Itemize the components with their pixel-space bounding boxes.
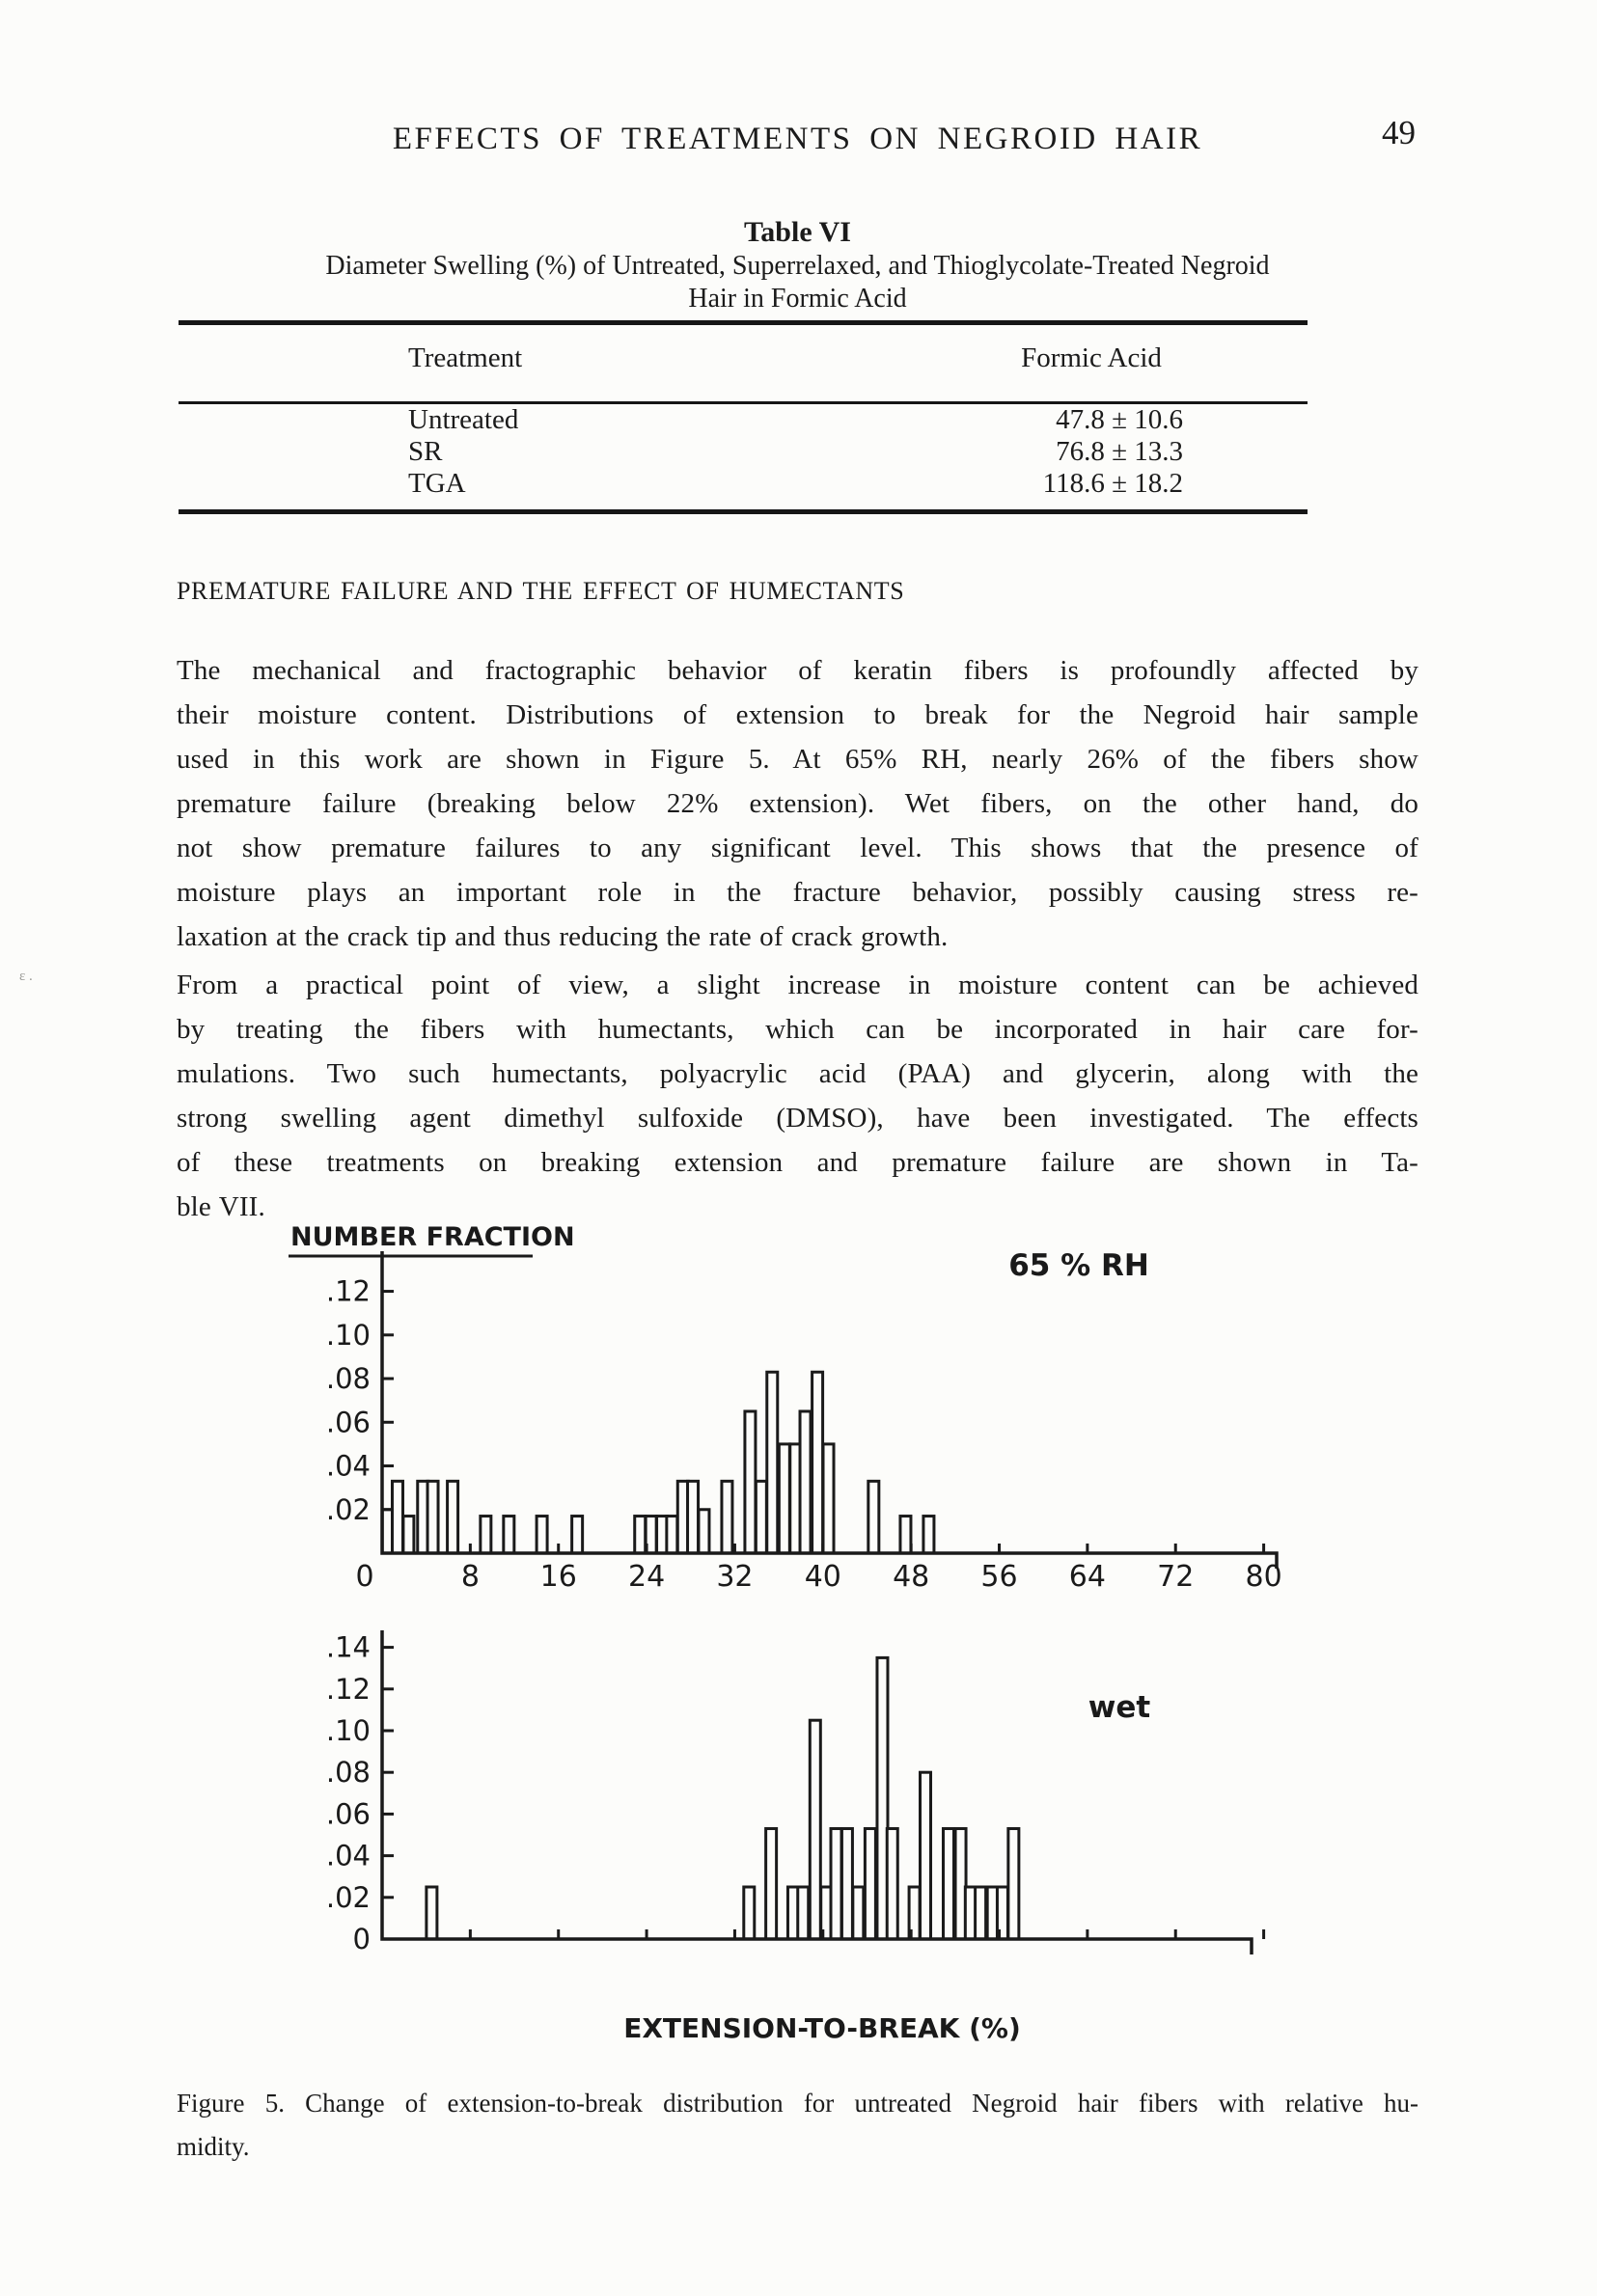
table-row-value: 76.8 ± 13.3 [1056,436,1183,467]
histogram-bar [831,1829,841,1939]
table-subtitle-line2: Hair in Formic Acid [688,284,907,314]
histogram-bar [865,1829,875,1939]
table-subtitle-line1: Diameter Swelling (%) of Untreated, Superrelaxed, and Thioglycolate-Treated Negroid [325,251,1270,281]
histogram-bar [688,1481,699,1553]
x-tick-label: 0 [355,1560,374,1594]
histogram-bar [504,1517,514,1553]
x-axis-label: EXTENSION-TO-BREAK (%) [623,2012,1021,2044]
chart-condition-label: wet [1088,1690,1151,1725]
histogram-bar [823,1444,834,1553]
x-tick-label: 48 [893,1560,930,1594]
histogram-bar [887,1829,897,1939]
histogram-bar [448,1481,458,1553]
histogram-bar [756,1481,766,1553]
section-heading: PREMATURE FAILURE AND THE EFFECT OF HUMECTANTS [177,577,905,605]
histogram-bar [868,1481,879,1553]
table-title: Table VI [744,216,851,248]
histogram-bar [745,1411,756,1553]
y-tick-label: .02 [325,1492,371,1526]
histogram-bar [667,1517,677,1553]
text-line: Figure 5. Change of extension-to-break distribution for untreated Negroid hair fibers with relative hu- [177,2089,1418,2118]
y-tick-label: 0 [352,1923,371,1955]
histogram-bar [392,1481,402,1553]
histogram-bar [427,1887,437,1939]
text-line: laxation at the crack tip and thus reducing the rate of crack growth. [177,921,949,952]
histogram-wet [326,1630,1264,1955]
y-axis-label: NUMBER FRACTION [290,1222,575,1252]
histogram-bar [744,1887,755,1939]
running-head: EFFECTS OF TREATMENTS ON NEGROID HAIR [392,122,1203,156]
x-tick-label: 56 [980,1560,1018,1594]
histogram-bar [900,1517,911,1553]
y-tick-label: .02 [325,1880,371,1914]
x-tick-label: 80 [1245,1560,1282,1594]
scan-artifact: ε . [19,969,33,984]
histogram-bar [943,1829,953,1939]
text-line: their moisture content. Distributions of extension to break for the Negroid hair sample [177,699,1418,730]
histogram-bar [921,1772,931,1939]
histogram-bar [923,1517,934,1553]
histogram-bar [481,1517,491,1553]
histogram-bar [853,1887,864,1939]
histogram-bar [798,1887,809,1939]
x-tick-label: 24 [627,1560,666,1594]
y-tick-label: .04 [325,1449,371,1483]
histogram-bar [699,1510,709,1553]
text-line: not show premature failures to any significant level. This shows that the presence of [177,833,1418,863]
x-tick-label: 72 [1157,1560,1195,1594]
histogram-bar [427,1481,438,1553]
y-tick-label: .08 [325,1362,371,1396]
text-line: From a practical point of view, a slight increase in moisture content can be achieved [177,970,1418,1000]
histogram-bar [766,1829,777,1939]
text-line: The mechanical and fractographic behavior of keratin fibers is profoundly affected by [177,655,1418,686]
table-row-treatment: Untreated [408,404,519,435]
x-tick-label: 8 [460,1560,480,1594]
histogram-bar [635,1517,646,1553]
histogram-65rh [289,1222,1282,1594]
histogram-bar [537,1517,547,1553]
y-tick-label: .04 [325,1839,371,1872]
figure-caption [177,2082,1418,2169]
x-tick-label: 40 [804,1560,841,1594]
y-tick-label: .06 [325,1406,371,1439]
histogram-bar [572,1517,583,1553]
histogram-bar [779,1444,789,1553]
y-tick-label: .12 [325,1274,371,1308]
column-header-treatment: Treatment [408,342,523,373]
text-line: moisture plays an important role in the fracture behavior, possibly causing stress re- [177,877,1418,908]
text-line: used in this work are shown in Figure 5. At 65% RH, nearly 26% of the fibers show [177,744,1418,775]
text-line: by treating the fibers with humectants, which can be incorporated in hair care for- [177,1014,1418,1045]
y-tick-label: .10 [325,1318,371,1352]
histogram-bar [1008,1829,1019,1939]
x-tick-label: 64 [1068,1560,1106,1594]
histogram-bar [800,1411,811,1553]
table-row-value: 47.8 ± 10.6 [1056,404,1183,435]
histogram-bar [841,1829,852,1939]
x-tick-label: 32 [716,1560,754,1594]
histogram-bar [403,1517,414,1553]
table-row-value: 118.6 ± 18.2 [1042,468,1183,499]
table-row-treatment: SR [408,436,443,467]
y-tick-label: .14 [325,1630,371,1664]
text-line: midity. [177,2132,250,2161]
chart-condition-label: 65 % RH [1008,1248,1149,1283]
text-line: ble VII. [177,1191,265,1222]
table-row-treatment: TGA [408,468,466,499]
y-tick-label: .08 [325,1756,371,1790]
text-line: of these treatments on breaking extension and premature failure are shown in Ta- [177,1147,1418,1178]
x-tick-label: 16 [539,1560,577,1594]
histogram-bar [722,1481,732,1553]
text-line: strong swelling agent dimethyl sulfoxide (DMSO), have been investigated. The effects [177,1103,1418,1134]
y-tick-label: .12 [325,1672,371,1706]
histogram-bar [810,1720,820,1939]
page-number: 49 [1382,114,1416,151]
text-line: mulations. Two such humectants, polyacrylic acid (PAA) and glycerin, along with the [177,1058,1418,1089]
histogram-bar [812,1372,823,1553]
histogram-bar [767,1372,778,1553]
y-tick-label: .10 [325,1714,371,1747]
y-tick-label: .06 [325,1797,371,1831]
column-header-formic-acid: Formic Acid [1021,342,1162,373]
text-line: premature failure (breaking below 22% extension). Wet fibers, on the other hand, do [177,788,1418,819]
histogram-bar [976,1887,986,1939]
